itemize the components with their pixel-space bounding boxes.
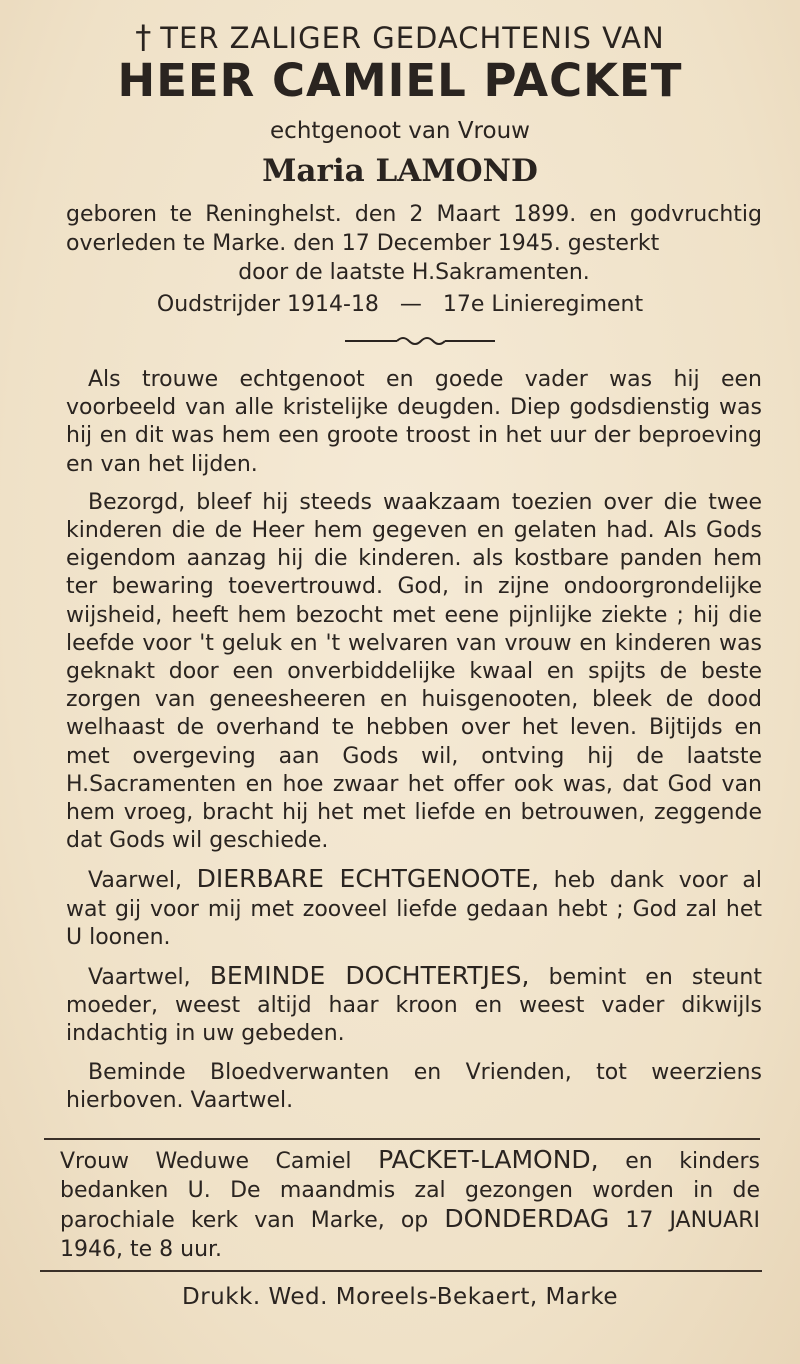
thanks-weekday: DONDERDAG bbox=[444, 1204, 610, 1233]
veteran-dash: — bbox=[399, 292, 422, 317]
veteran-regiment: 17e Linieregiment bbox=[442, 292, 644, 317]
birth-death-line1: geboren te Reninghelst. den 2 Maart 1899. en godvruchtig overleden te Marke. den 17 December 1945. gesterkt bbox=[66, 202, 762, 256]
farewell-spouse bbox=[66, 865, 762, 952]
veteran-line bbox=[0, 292, 800, 317]
eulogy-paragraph-1: Als trouwe echtgenoot en goede vader was hij een voorbeeld van alle kristelijke deugden. Diep godsdienstig was hij en dit was hem een groote troost in het uur der beproeving en van het lijden. bbox=[66, 367, 762, 477]
thanks-notice bbox=[60, 1146, 760, 1264]
ornament-divider-icon bbox=[345, 334, 495, 348]
divider-top bbox=[44, 1138, 760, 1140]
farewell-daughters-rest: bemint en steunt moeder, weest altijd haar kroon en weest vader dikwijls indachtig in uw gebeden. bbox=[66, 965, 762, 1047]
birth-death-text bbox=[66, 200, 762, 287]
spouse-name: Maria LAMOND bbox=[262, 153, 538, 189]
thanks-text-1: Vrouw Weduwe Camiel bbox=[60, 1149, 352, 1174]
farewell-daughters-lead: Vaartwel, bbox=[88, 965, 191, 991]
birth-death-line2: door de laatste H.Sakramenten. bbox=[238, 260, 590, 285]
divider-bottom bbox=[40, 1270, 762, 1272]
farewell-daughters-caps: BEMINDE DOCHTERTJES, bbox=[209, 961, 530, 991]
thanks-date: 17 JANUARI 1946, te 8 uur. bbox=[60, 1208, 760, 1262]
thanks-text-2: en kinders bedanken U. De maandmis zal gezongen worden in de parochiale kerk van Marke, op bbox=[60, 1149, 761, 1233]
deceased-name: HEER CAMIEL PACKET bbox=[117, 54, 683, 107]
farewell-daughters bbox=[66, 962, 762, 1049]
farewell-spouse-lead: Vaarwel, bbox=[88, 868, 182, 894]
farewell-spouse-caps: DIERBARE ECHTGENOOTE, bbox=[196, 864, 540, 894]
farewell-spouse-rest: heb dank voor al wat gij voor mij met zooveel liefde gedaan hebt ; God zal het U loonen. bbox=[66, 868, 762, 950]
eulogy bbox=[66, 366, 762, 1125]
printer-credit: Drukk. Wed. Moreels-Bekaert, Marke bbox=[181, 1284, 619, 1310]
veteran-service: Oudstrijder 1914-18 bbox=[156, 292, 379, 317]
eulogy-paragraph-2: Bezorgd, bleef hij steeds waakzaam toezien over die twee kinderen die de Heer hem gegeven en gelaten had. Als Gods eigendom aanzag hij die kinderen. als kostbare panden hem ter bewaring toevertrouwd. God, in zijne ondoorgrondelijke wijsheid, heeft hem bezocht met eene pijnlijke ziekte ; hij die leefde voor 't geluk en 't welvaren van vrouw en kinderen was geknakt door een onverbiddelijke kwaal en spijts de beste zorgen van geneesheeren en huisgenooten, bleek de dood welhaast de overhand te hebben over het leven. Bijtijds en met overgeving aan Gods wil, ontving hij de laatste H.Sacramenten en hoe zwaar het offer ook was, dat God van hem vroeg, bracht hij het met liefde en betrouwen, zeggende dat Gods wil geschiede. bbox=[66, 489, 762, 854]
farewell-relatives: Beminde Bloedverwanten en Vrienden, tot weerziens hierboven. Vaartwel. bbox=[66, 1059, 762, 1113]
header bbox=[0, 18, 800, 56]
cross-icon: † bbox=[135, 18, 153, 56]
thanks-family-name: PACKET-LAMOND, bbox=[378, 1145, 599, 1174]
spouse-label: echtgenoot van Vrouw bbox=[270, 118, 530, 144]
header-title: TER ZALIGER GEDACHTENIS VAN bbox=[160, 21, 665, 55]
